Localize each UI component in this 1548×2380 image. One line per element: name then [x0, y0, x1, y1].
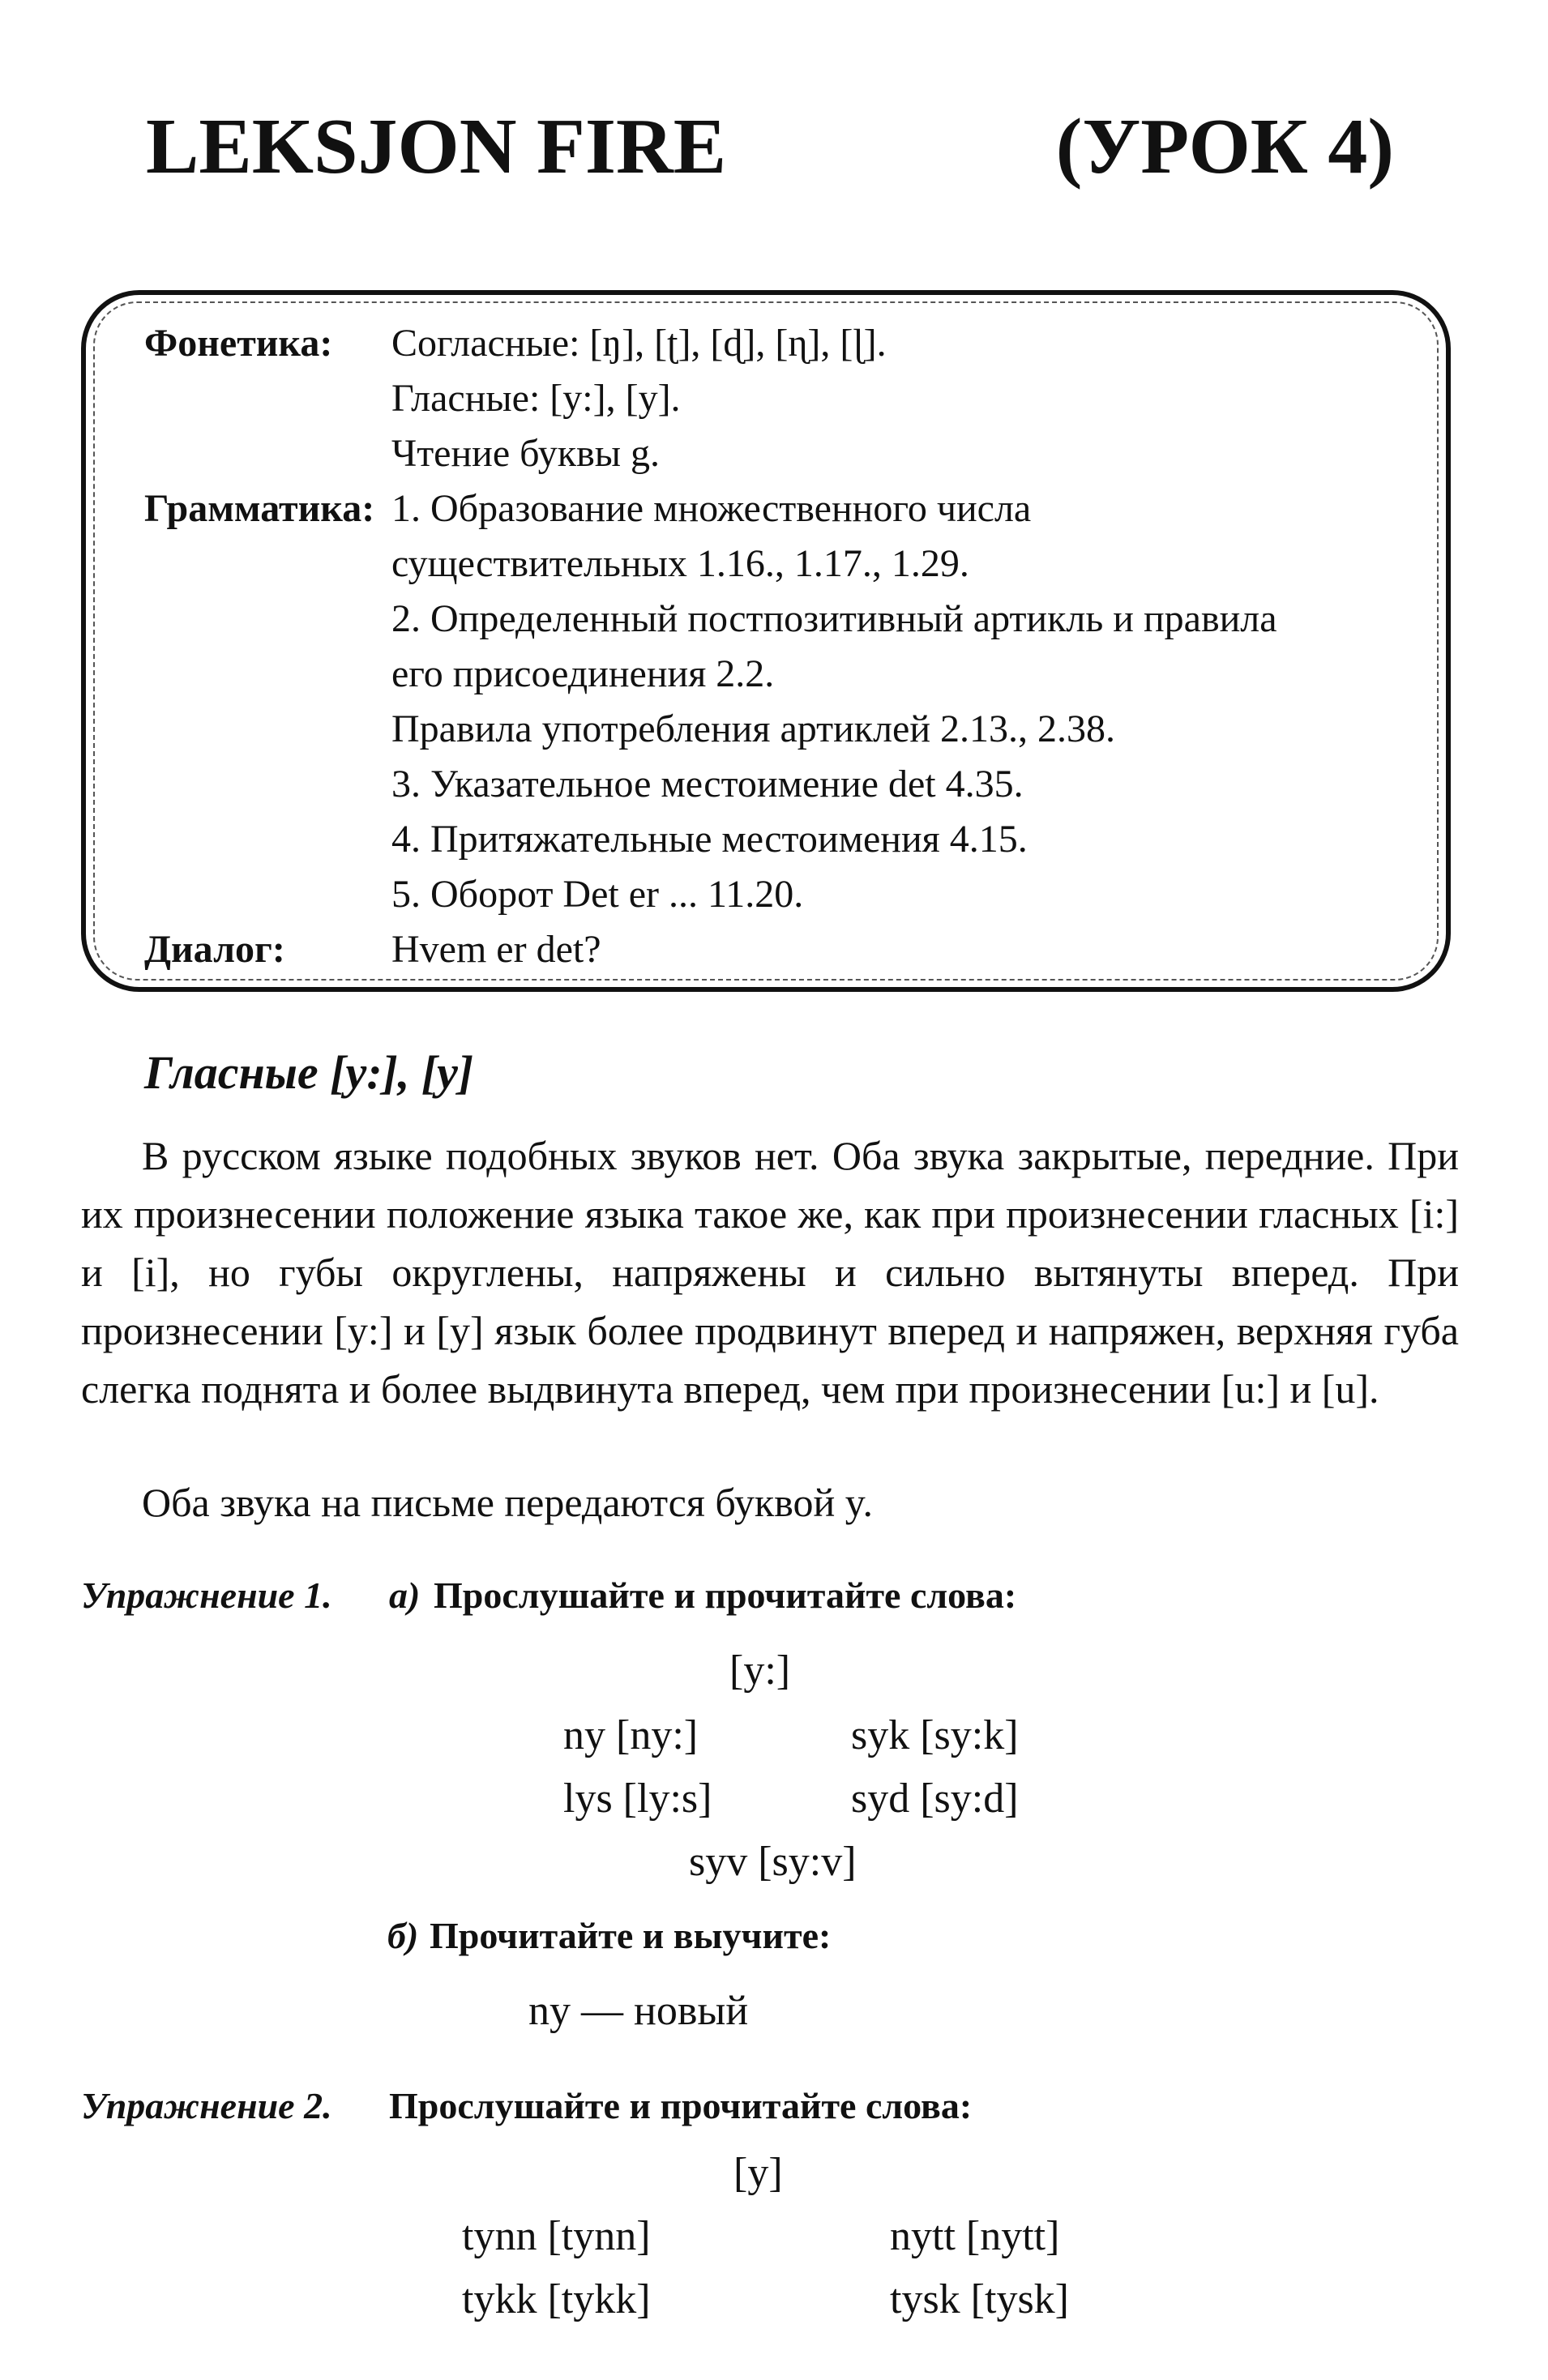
lesson-title: LEKSJON FIRE	[146, 103, 727, 190]
exercise2-sound: [y]	[733, 2150, 783, 2196]
phonetics-line: Чтение буквы g.	[391, 432, 660, 475]
exercise2-text: Прослушайте и прочитайте слова:	[389, 2085, 973, 2126]
exercise1-word: syk [sy:k]	[851, 1712, 1019, 1758]
exercise2-word: tykk [tykk]	[462, 2276, 651, 2322]
grammar-line: 3. Указательное местоимение det 4.35.	[391, 763, 1024, 805]
exercise1-label: Упражнение 1.	[81, 1575, 332, 1616]
exercise2-label: Упражнение 2.	[81, 2085, 332, 2126]
dialog-value: Hvem er det?	[391, 928, 601, 971]
grammar-line: Правила употребления артиклей 2.13., 2.38.	[391, 707, 1116, 750]
exercise1-word: ny [ny:]	[563, 1712, 699, 1758]
phonetics-line: Согласные: [ŋ], [ʈ], [ɖ], [ɳ], [ɭ].	[391, 322, 887, 365]
exercise1-word: syv [sy:v]	[689, 1839, 857, 1885]
exercise1-word: lys [ly:s]	[563, 1775, 712, 1822]
grammar-row	[144, 481, 1409, 922]
phonetics-label: Фонетика:	[144, 322, 333, 365]
grammar-line: его присоединения 2.2.	[391, 652, 775, 695]
exercise1-part-b-marker: б)	[387, 1915, 419, 1956]
phonetics-row	[144, 316, 1409, 481]
grammar-label: Грамматика:	[144, 487, 375, 530]
dialog-row	[144, 922, 1409, 977]
exercise2-word: nytt [nytt]	[890, 2213, 1060, 2259]
section-paragraph: В русском языке подобных звуков нет. Оба звука закрытые, передние. При их произнесении положение языка такое же, как при произнесении гласных [i:] и [i], но губы округлены, напряжены и сильно вытянуты вперед. При произнесении [y:] и [y] язык более продвинут вперед и напряжен, верхняя губа слегка поднята и более выдвинута вперед, чем при произнесении [u:] и [u].	[81, 1133, 1459, 1412]
grammar-line: существительных 1.16., 1.17., 1.29.	[391, 542, 969, 585]
phonetics-line: Гласные: [y:], [y].	[391, 377, 681, 420]
section-title: Гласные [y:], [y]	[144, 1046, 474, 1099]
dialog-label: Диалог:	[144, 928, 285, 971]
grammar-line: 4. Притяжательные местоимения 4.15.	[391, 818, 1028, 861]
section-paragraph-2: Оба звука на письме передаются буквой y.	[142, 1480, 873, 1525]
grammar-line: 2. Определенный постпозитивный артикль и правила	[391, 597, 1277, 640]
exercise1-sound: [y:]	[729, 1647, 791, 1694]
exercise1-part-b-text: Прочитайте и выучите:	[430, 1915, 832, 1956]
exercise1-word: syd [sy:d]	[851, 1775, 1019, 1822]
exercise2-word: tysk [tysk]	[890, 2276, 1069, 2322]
lesson-number: (УРОК 4)	[1055, 103, 1394, 190]
grammar-line: 1. Образование множественного числа	[391, 487, 1032, 530]
exercise2-word: tynn [tynn]	[462, 2213, 651, 2259]
summary-box	[144, 316, 1409, 977]
exercise1-part-a-marker: а)	[389, 1575, 421, 1616]
grammar-line: 5. Оборот Det er ... 11.20.	[391, 873, 804, 916]
exercise1-part-a-text: Прослушайте и прочитайте слова:	[434, 1575, 1017, 1616]
exercise1-vocab: ny — новый	[528, 1988, 749, 2034]
